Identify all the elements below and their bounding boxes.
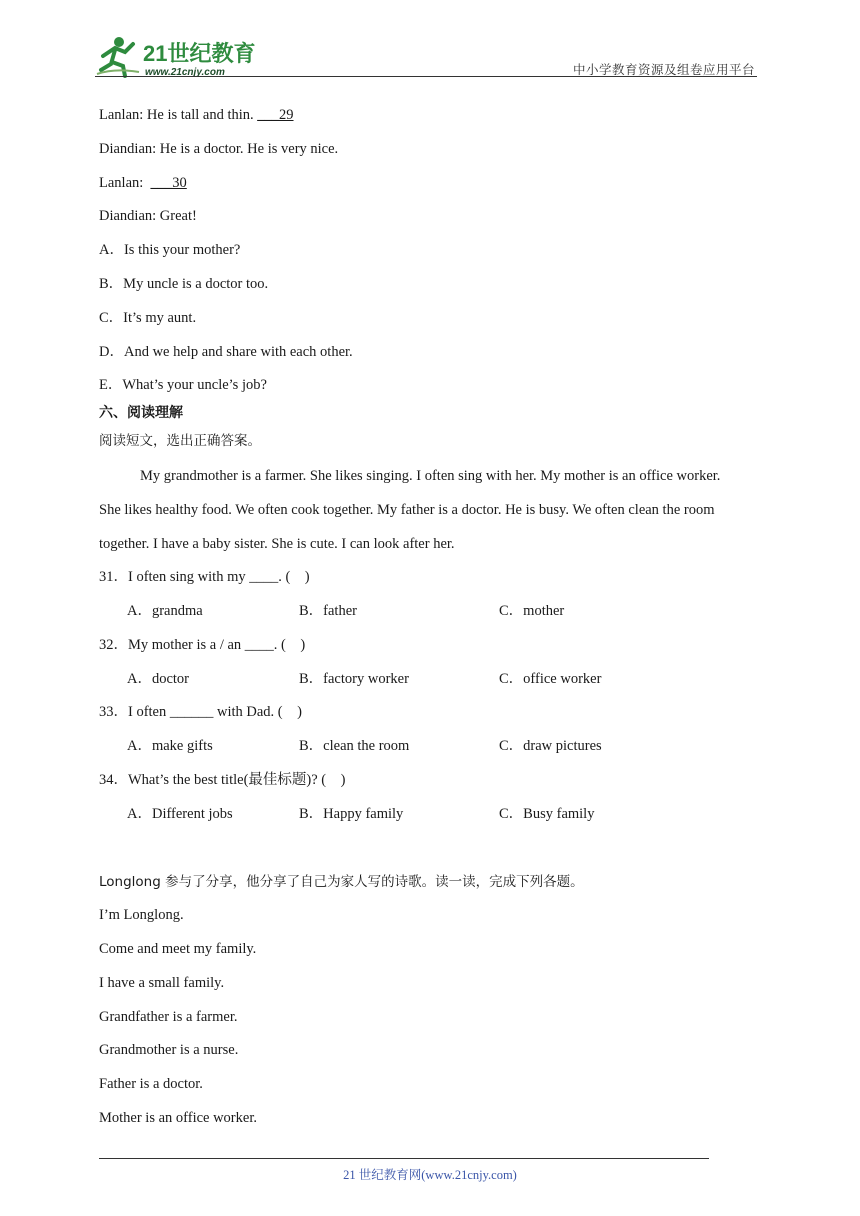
question-33: 33．I often ______ with Dad. ( )	[99, 704, 302, 720]
option-c[interactable]: C．Busy family	[499, 806, 595, 822]
option-c[interactable]: C．mother	[499, 603, 565, 619]
logo-text: 21世纪教育	[143, 41, 256, 66]
question-34: 34．What’s the best title(最佳标题)? ( )	[99, 772, 346, 788]
option-b[interactable]: B．father	[299, 603, 357, 619]
option-a[interactable]: A．grandma	[127, 603, 203, 619]
header-divider	[95, 76, 757, 77]
passage-line: My grandmother is a farmer. She likes singing. I often sing with her. My mother is an office worker.	[140, 468, 721, 484]
page-header	[95, 34, 757, 80]
footer-divider	[99, 1158, 709, 1159]
choice-e: E．What’s your uncle’s job?	[99, 377, 267, 393]
choice-c: C．It’s my aunt.	[99, 310, 197, 326]
passage-line: She likes healthy food. We often cook together. My father is a doctor. He is busy. We often clean the room	[99, 502, 715, 518]
passage-line: together. I have a baby sister. She is cute. I can look after her.	[99, 536, 455, 552]
answer-blank: ___30	[150, 175, 187, 191]
option-b[interactable]: B．factory worker	[299, 671, 409, 687]
runner-logo-icon	[95, 34, 265, 80]
answer-blank: ___29	[257, 107, 294, 123]
dialogue-line: Lanlan: He is tall and thin. ___29	[99, 107, 294, 123]
poem-line: Grandfather is a farmer.	[99, 1009, 238, 1025]
logo-url: www.21cnjy.com	[145, 67, 225, 78]
poem-line: Grandmother is a nurse.	[99, 1042, 239, 1058]
choice-b: B．My uncle is a doctor too.	[99, 276, 269, 292]
option-b[interactable]: B．Happy family	[299, 806, 404, 822]
dialogue-line: Lanlan: ___30	[99, 175, 187, 191]
question-31: 31．I often sing with my ____. ( )	[99, 569, 310, 585]
option-b[interactable]: B．clean the room	[299, 738, 410, 754]
option-c[interactable]: C．office worker	[499, 671, 602, 687]
option-a[interactable]: A．Different jobs	[127, 806, 233, 822]
choice-d: D．And we help and share with each other.	[99, 344, 353, 360]
question-32: 32．My mother is a / an ____. ( )	[99, 637, 306, 653]
option-c[interactable]: C．draw pictures	[499, 738, 602, 754]
poem-line: I’m Longlong.	[99, 907, 184, 923]
section-heading: 六、阅读理解	[99, 405, 183, 421]
dialogue-line: Diandian: He is a doctor. He is very nice.	[99, 141, 339, 157]
site-logo[interactable]	[95, 34, 265, 80]
section-instruction: 阅读短文，选出正确答案。	[99, 433, 261, 449]
option-a[interactable]: A．doctor	[127, 671, 190, 687]
option-a[interactable]: A．make gifts	[127, 738, 213, 754]
poem-line: I have a small family.	[99, 975, 225, 991]
dialogue-line: Diandian: Great!	[99, 208, 197, 224]
footer-link[interactable]: 21 世纪教育网(www.21cnjy.com)	[343, 1168, 517, 1182]
poem-line: Come and meet my family.	[99, 941, 257, 957]
poem-line: Father is a doctor.	[99, 1076, 203, 1092]
platform-label: 中小学教育资源及组卷应用平台	[572, 62, 755, 77]
poem-line: Mother is an office worker.	[99, 1110, 257, 1126]
choice-a: A．Is this your mother?	[99, 242, 241, 258]
poem-intro: Longlong 参与了分享，他分享了自己为家人写的诗歌。读一读，完成下列各题。	[99, 874, 584, 890]
